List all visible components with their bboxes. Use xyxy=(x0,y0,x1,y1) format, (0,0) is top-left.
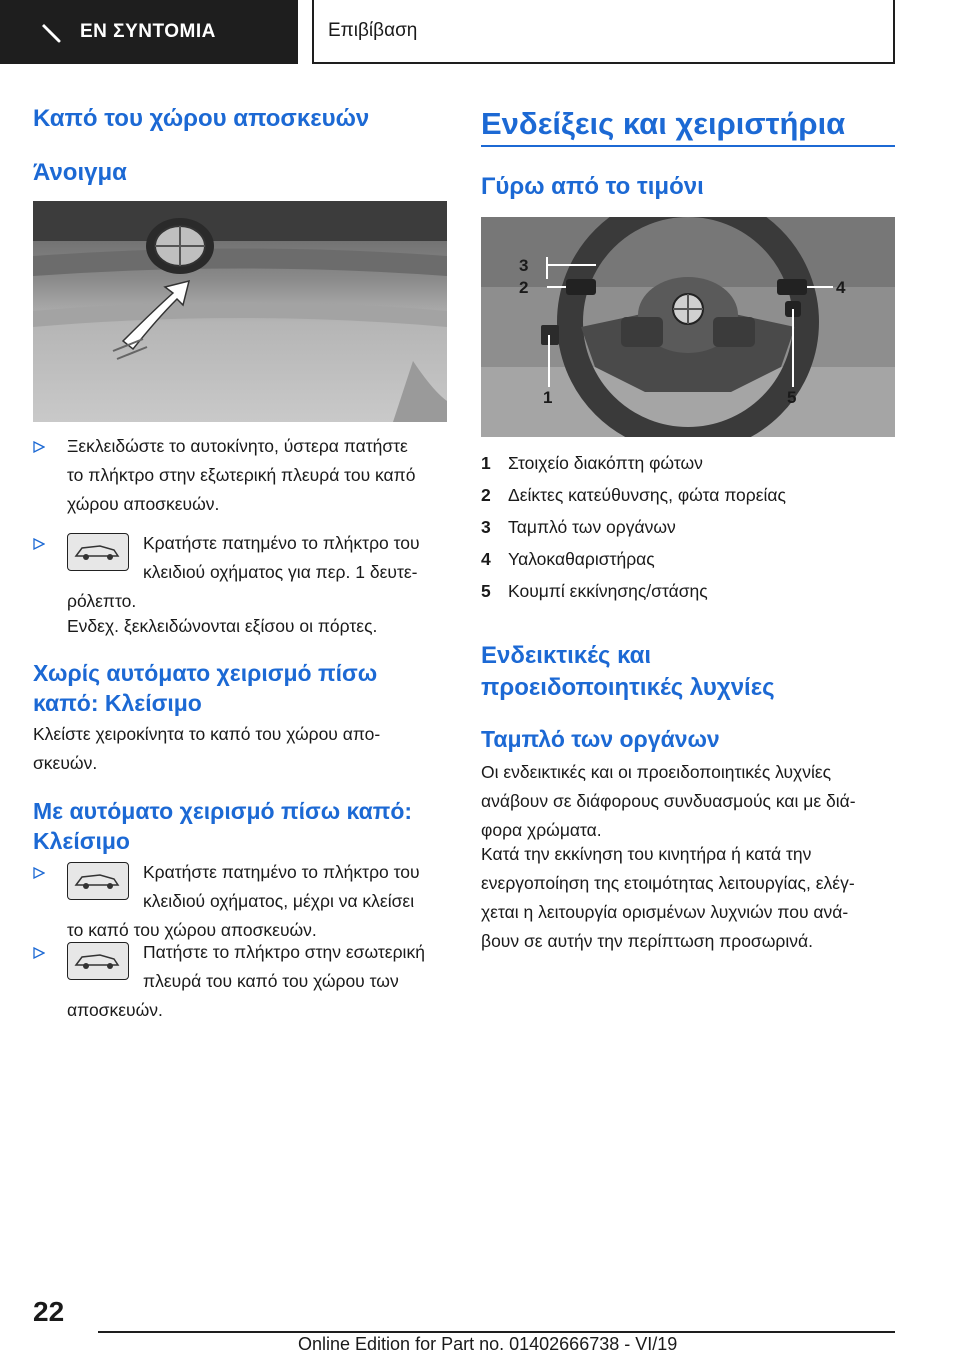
bullet-text-line: κλειδιού οχήματος, μέχρι να κλείσει xyxy=(143,891,415,911)
triangle-bullet-icon xyxy=(33,867,45,879)
header-tab[interactable] xyxy=(0,0,298,64)
trunk-button-icon xyxy=(67,942,129,980)
paragraph-engine-start xyxy=(481,840,895,956)
edition-text: Online Edition for Part no. 01402666738 - VI/19 xyxy=(298,1334,678,1354)
bullet-text-line: ρόλεπτο. xyxy=(67,591,137,611)
paragraph-lamps xyxy=(481,758,895,845)
subsection-title-steering: Γύρω από το τιμόνι xyxy=(481,173,704,200)
section-title-indicators xyxy=(481,640,895,704)
title-line: προειδοποιητικές λυχνίες xyxy=(481,674,775,701)
legend-number: 2 xyxy=(481,485,491,505)
tools-icon xyxy=(40,21,62,43)
text-line: Κατά την εκκίνηση του κινητήρα ή κατά την xyxy=(481,844,812,864)
triangle-bullet-icon xyxy=(33,538,45,550)
subsection-title-opening: Άνοιγμα xyxy=(33,159,127,186)
bullet-text-line: Ξεκλειδώστε το αυτοκίνητο, ύστερα πατήστε xyxy=(67,436,408,456)
legend-number: 5 xyxy=(481,581,491,601)
title-line: Κλείσιμο xyxy=(33,828,130,854)
bullet-text-line: αποσκευών. xyxy=(67,1000,163,1020)
callout-5: 5 xyxy=(787,388,797,407)
steering-wheel-illustration xyxy=(481,217,895,437)
text-line: χεται η λειτουργία ορισμένων λυχνιών που ανά- xyxy=(481,902,849,922)
trunk-image xyxy=(33,201,447,422)
section-label: Επιβίβαση xyxy=(328,20,418,41)
bullet-text-line: το καπό του χώρου αποσκευών. xyxy=(67,920,317,940)
callout-1: 1 xyxy=(543,388,553,407)
legend-text: Στοιχείο διακόπτη φώτων xyxy=(508,453,703,473)
trunk-illustration xyxy=(33,201,447,422)
subsection-title-instrument-cluster: Ταμπλό των οργάνων xyxy=(481,726,720,752)
car-key-trunk-icon xyxy=(67,862,129,900)
legend-number: 4 xyxy=(481,549,491,569)
legend-text: Ταμπλό των οργάνων xyxy=(508,517,676,537)
note-doors: Ενδεχ. ξεκλειδώνονται εξίσου οι πόρτες. xyxy=(67,616,378,636)
footer-divider xyxy=(98,1331,895,1333)
bullet-text-line: Πατήστε το πλήκτρο στην εσωτερική xyxy=(143,942,425,962)
section-title-trunk: Καπό του χώρου αποσκευών xyxy=(33,105,370,132)
triangle-bullet-icon xyxy=(33,441,45,453)
triangle-bullet-icon xyxy=(33,947,45,959)
text-line: ενεργοποίηση της ετοιμότητας λειτουργίας, ελέγ- xyxy=(481,873,855,893)
text-line: βουν σε αυτήν την περίπτωση προσωρινά. xyxy=(481,931,813,951)
car-key-trunk-icon xyxy=(67,533,129,571)
text-line: σκευών. xyxy=(33,753,98,773)
bullet-text-line: χώρου αποσκευών. xyxy=(67,494,220,514)
bullet-text-line: Κρατήστε πατημένο το πλήκτρο του xyxy=(143,533,420,553)
bullet-text-line: πλευρά του καπό του χώρου των xyxy=(143,971,399,991)
page-number: 22 xyxy=(33,1296,65,1327)
callout-4: 4 xyxy=(836,278,846,297)
bullet-text-line: το πλήκτρο στην εξωτερική πλευρά του καπό xyxy=(67,465,416,485)
legend-number: 1 xyxy=(481,453,491,473)
manual-close-text xyxy=(33,720,447,778)
title-line: Ενδεικτικές και xyxy=(481,642,652,669)
steering-wheel-image xyxy=(481,217,895,437)
section-title-auto-close xyxy=(33,796,447,856)
section-header xyxy=(312,0,895,64)
legend-text: Υαλοκαθαριστήρας xyxy=(508,549,655,569)
text-line: ανάβουν σε διάφορους συνδυασμούς και με διά- xyxy=(481,791,856,811)
text-line: Κλείστε χειροκίνητα το καπό του χώρου απο- xyxy=(33,724,381,744)
title-line: Με αυτόματο χειρισμό πίσω καπό: xyxy=(33,798,413,824)
bullet-text-line: κλειδιού οχήματος για περ. 1 δευτε- xyxy=(143,562,418,582)
section-title-manual-close xyxy=(33,658,447,718)
title-underline xyxy=(481,145,895,147)
title-line: καπό: Κλείσιμο xyxy=(33,690,202,716)
bullet-text-line: Κρατήστε πατημένο το πλήκτρο του xyxy=(143,862,420,882)
legend-number: 3 xyxy=(481,517,491,537)
callout-2: 2 xyxy=(519,278,529,297)
legend-text: Κουμπί εκκίνησης/στάσης xyxy=(508,581,708,601)
section-title-controls: Ενδείξεις και χειριστήρια xyxy=(481,106,846,141)
tab-label: ΕΝ ΣΥΝΤΟΜΙΑ xyxy=(80,21,216,42)
callout-3: 3 xyxy=(519,256,529,275)
title-line: Χωρίς αυτόματο χειρισμό πίσω xyxy=(33,660,378,686)
legend-text: Δείκτες κατεύθυνσης, φώτα πορείας xyxy=(508,485,786,505)
text-line: φορα χρώματα. xyxy=(481,820,602,840)
text-line: Οι ενδεικτικές και οι προειδοποιητικές λυχνίες xyxy=(481,762,832,782)
